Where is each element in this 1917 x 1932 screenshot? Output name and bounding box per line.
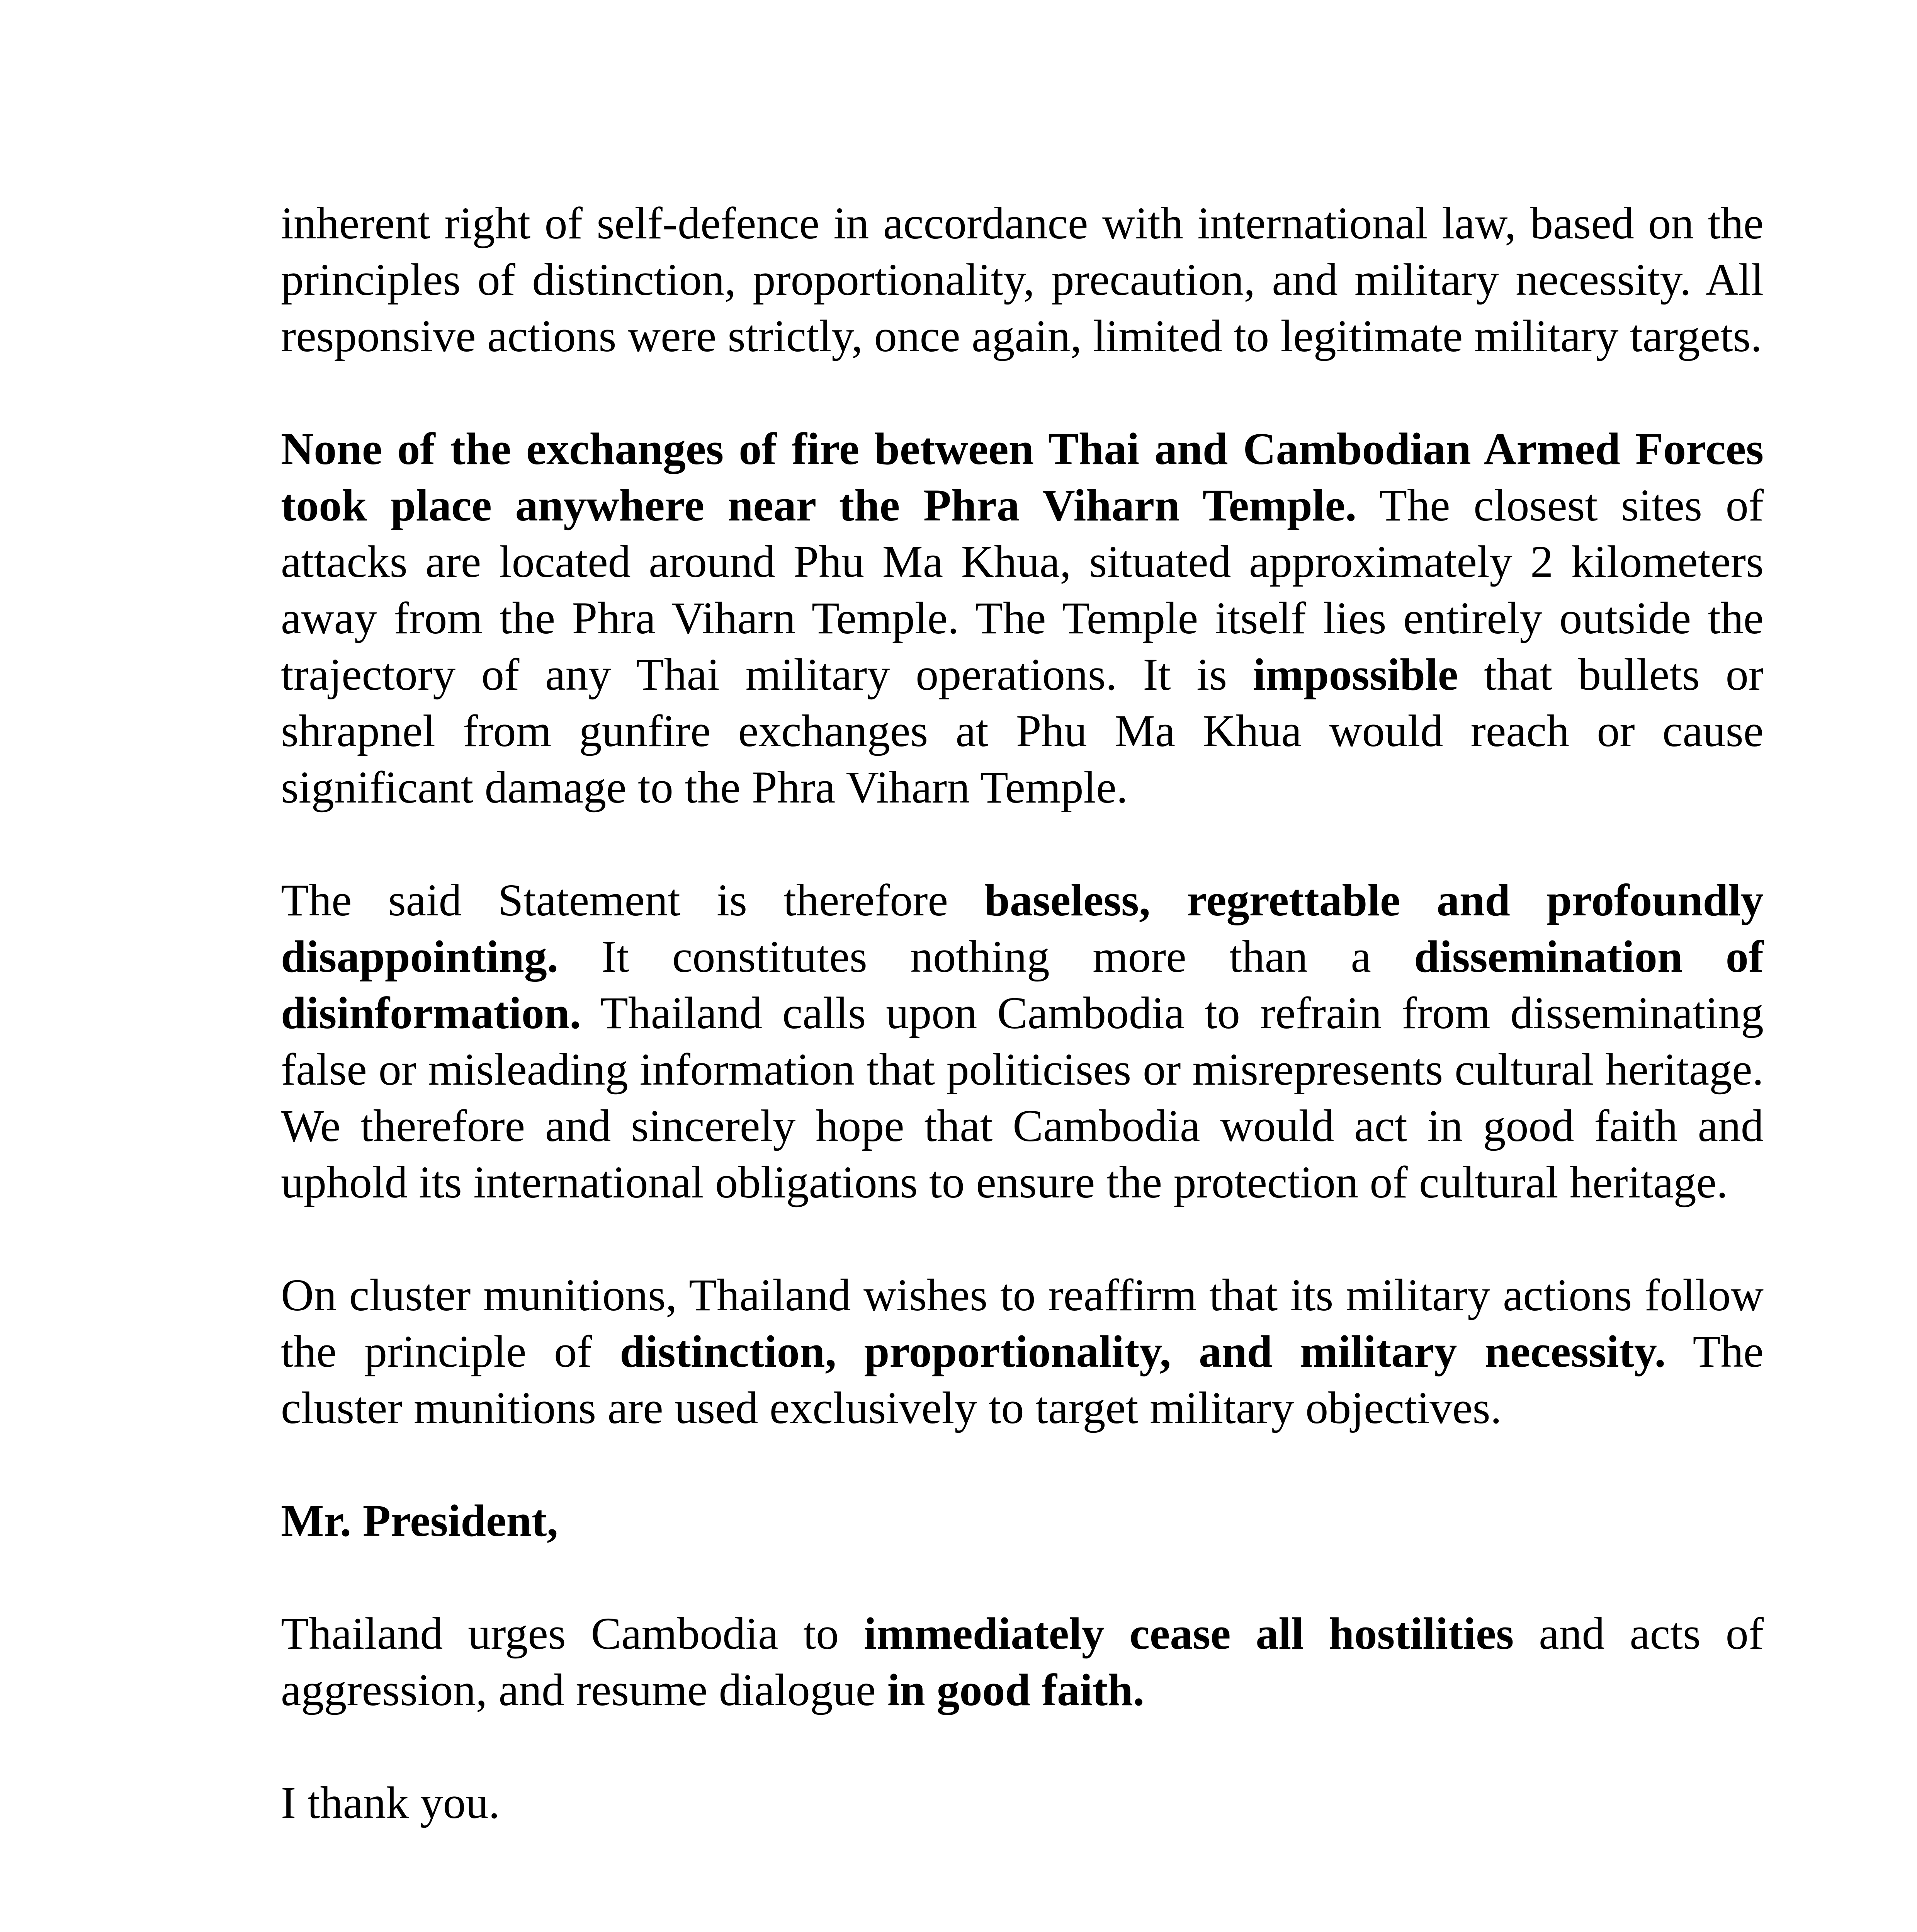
paragraph-self-defence [281,195,1764,364]
paragraph-text: It constitutes nothing more than a [558,931,1414,982]
paragraph-text: On cluster munitions, Thailand wishes to reaffirm that its military actions follow the principle of [281,1270,1764,1377]
bold-emphasis: distinction, proportionality, and military necessity. [620,1326,1666,1377]
bold-emphasis: in good faith. [887,1665,1145,1715]
bold-emphasis: impossible [1253,649,1458,700]
paragraph-phra-viharn [281,421,1764,816]
bold-emphasis: immediately cease all hostilities [864,1608,1514,1659]
bold-statement: None of the exchanges of fire between Thai and Cambodian Armed Forces took place anywhere near the Phra Viharn Temple. [281,423,1764,531]
paragraph-text: The closest sites of attacks are located around Phu Ma Khua, situated approximately 2 kilometers away from the Phra Viharn Temple. The Temple itself lies entirely outside the trajectory of any Thai military operations. It is [281,480,1764,700]
salutation [281,1493,1764,1549]
closing-line [281,1775,1764,1831]
paragraph-statement-baseless [281,872,1764,1211]
paragraph-text: that bullets or shrapnel from gunfire exchanges at Phu Ma Khua would reach or cause significant damage to the Phra Viharn Temple. [281,649,1764,813]
paragraph-text: Thailand urges Cambodia to [281,1608,864,1659]
paragraph-text: Thailand calls upon Cambodia to refrain from disseminating false or misleading information that politicises or misrepresents cultural heritage. We therefore and sincerely hope that Cambodia would act in good faith and uphold its international obligations to ensure the protection of cultural heritage. [281,988,1764,1208]
paragraph-cluster-munitions [281,1267,1764,1436]
paragraph-text: inherent right of self-defence in accordance with international law, based on the principles of distinction, proportionality, precaution, and military necessity. All responsive actions were strictly, once again, limited to legitimate military targets. [281,198,1764,361]
paragraph-urges-cambodia [281,1605,1764,1718]
salutation-text: Mr. President, [281,1495,558,1546]
paragraph-text: The said Statement is therefore [281,875,985,925]
document-body [281,195,1764,1888]
closing-text: I thank you. [281,1777,500,1828]
bold-emphasis: dissemination of disinformation. [281,931,1764,1038]
bold-emphasis: baseless, regrettable and profoundly disappointing. [281,875,1764,982]
paragraph-text: The cluster munitions are used exclusively to target military objectives. [281,1326,1764,1433]
paragraph-text: and acts of aggression, and resume dialogue [281,1608,1764,1715]
